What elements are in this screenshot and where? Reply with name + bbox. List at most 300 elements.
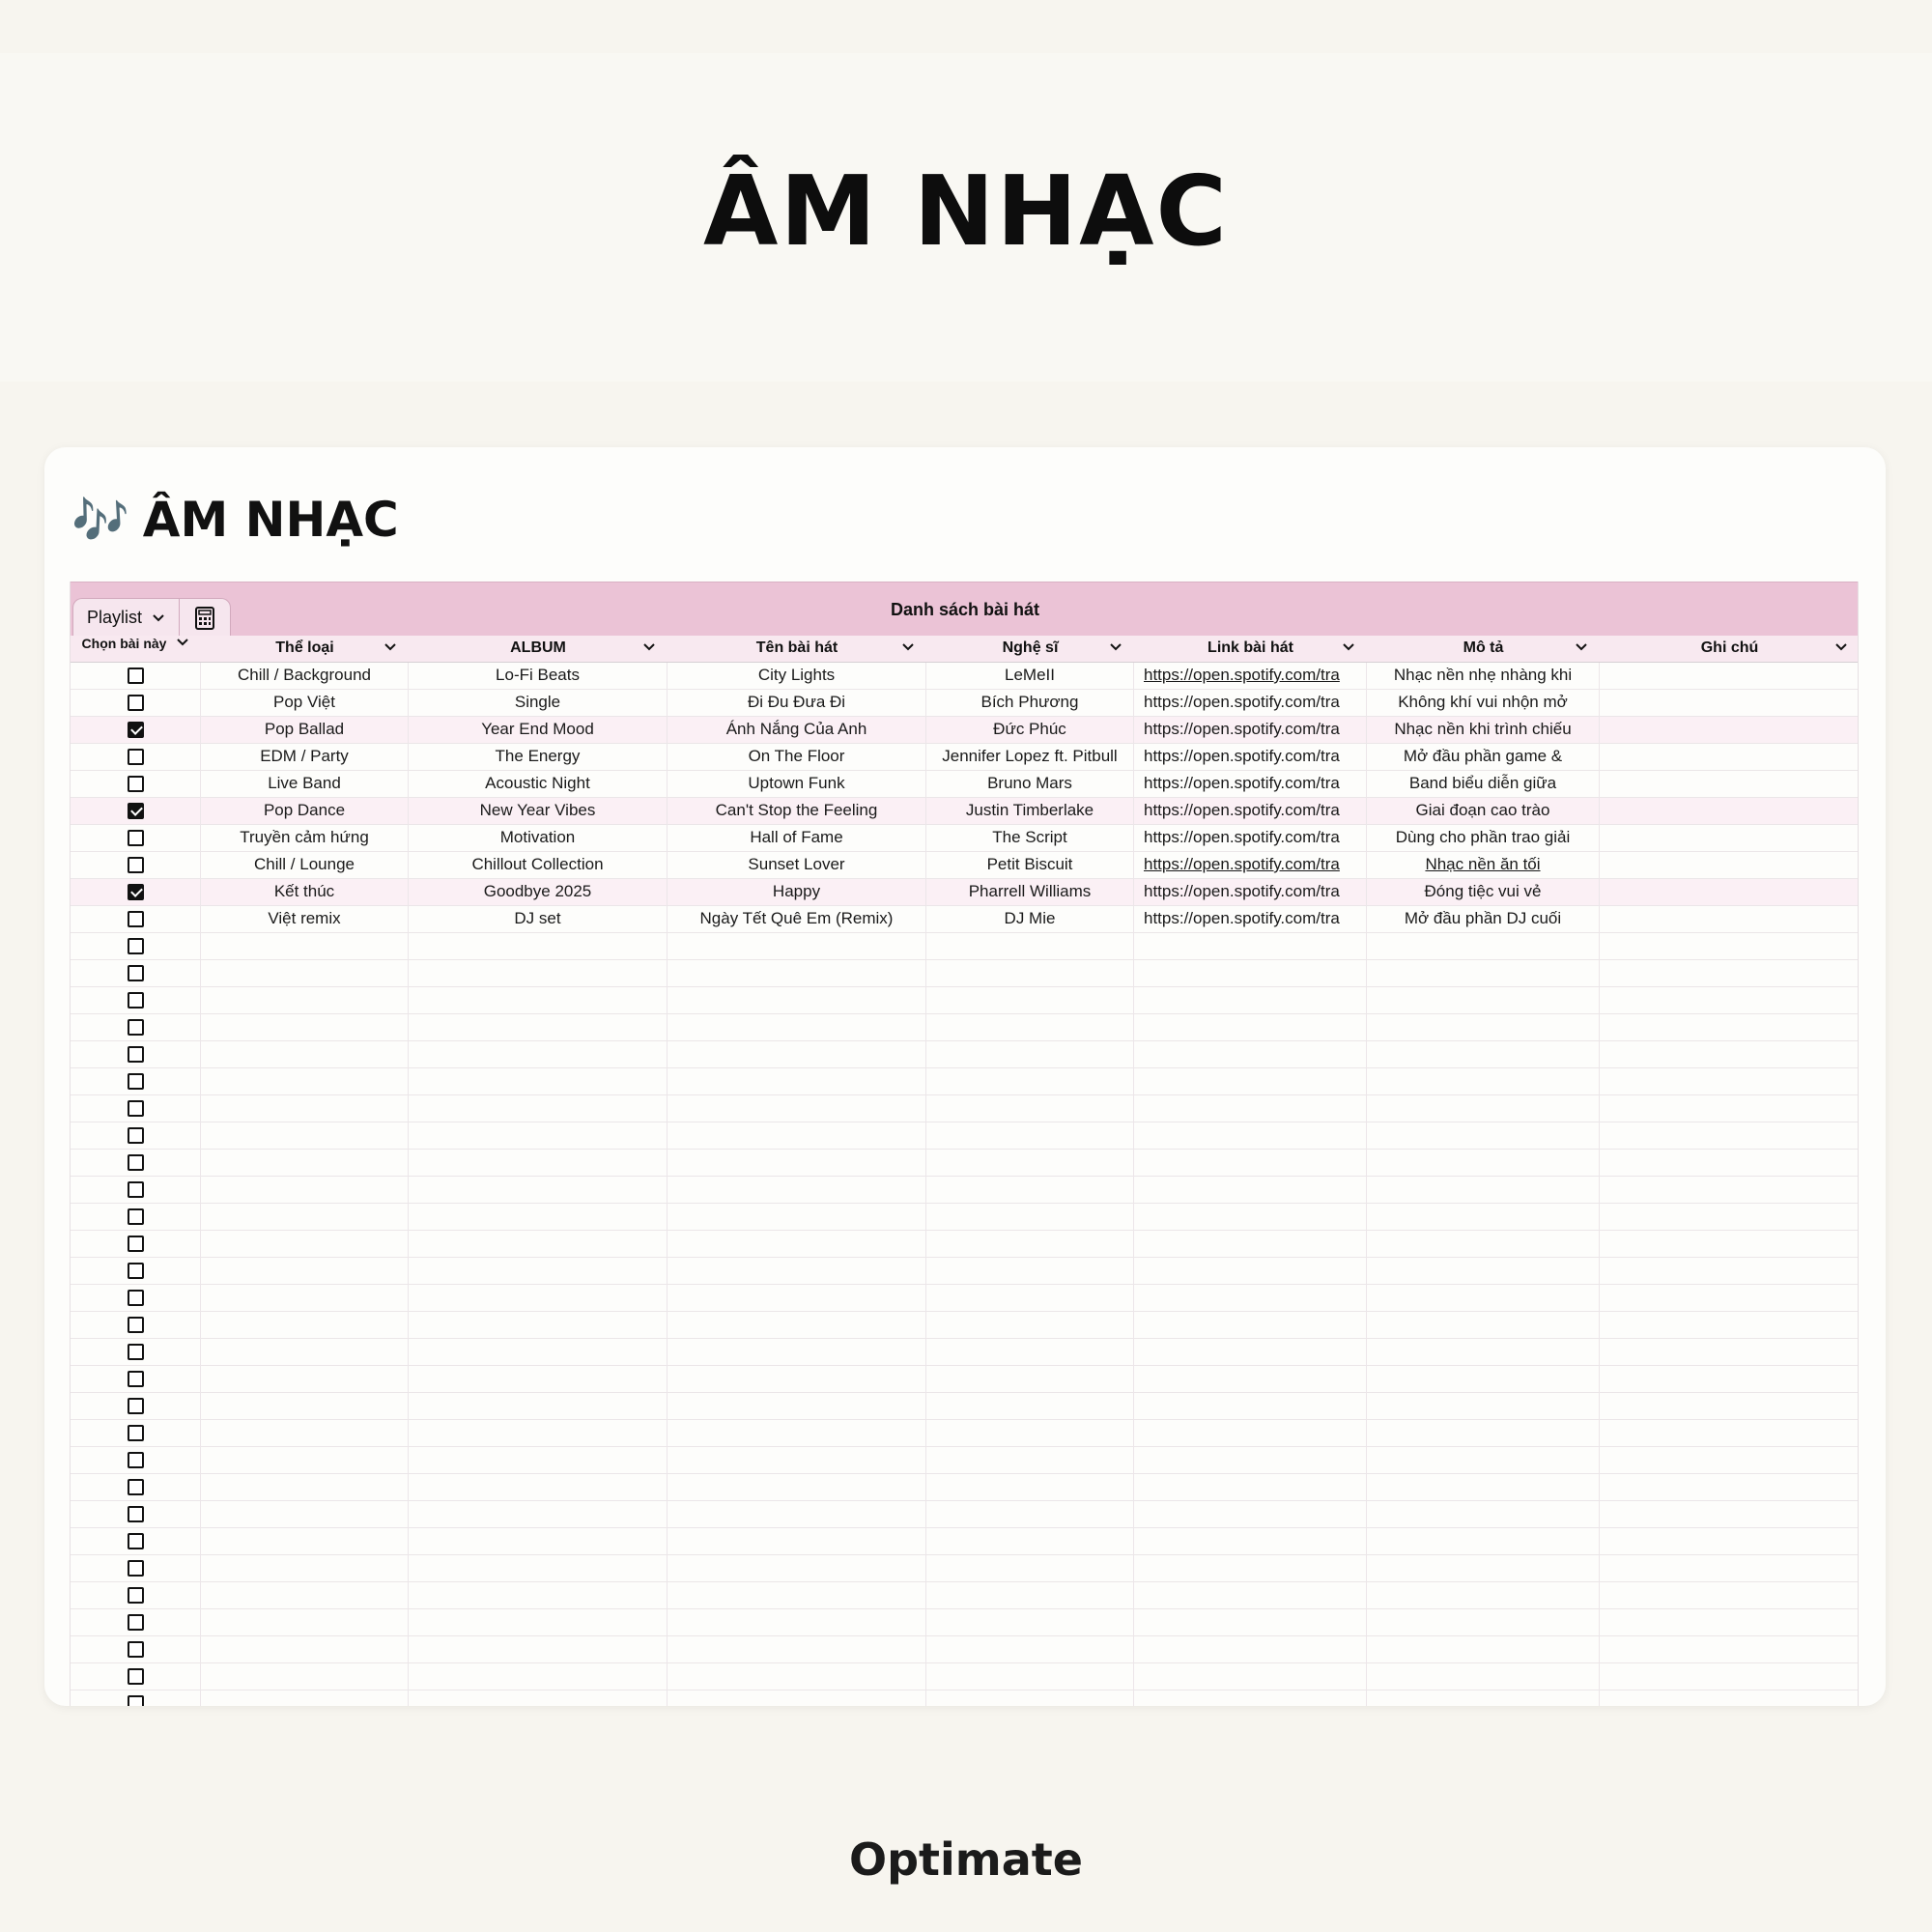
empty-cell[interactable] <box>926 1177 1134 1204</box>
empty-cell[interactable] <box>201 1663 409 1690</box>
select-cell[interactable] <box>71 1501 201 1528</box>
note-cell[interactable] <box>1600 825 1859 852</box>
empty-cell[interactable] <box>1367 1636 1600 1663</box>
empty-cell[interactable] <box>1134 1204 1367 1231</box>
empty-cell[interactable] <box>201 1393 409 1420</box>
song-cell[interactable]: Happy <box>668 879 926 906</box>
empty-cell[interactable] <box>1134 1312 1367 1339</box>
empty-cell[interactable] <box>409 1366 668 1393</box>
empty-cell[interactable] <box>1600 933 1859 960</box>
empty-cell[interactable] <box>668 1663 926 1690</box>
empty-cell[interactable] <box>1600 1528 1859 1555</box>
empty-cell[interactable] <box>926 1447 1134 1474</box>
select-cell[interactable] <box>71 1393 201 1420</box>
empty-cell[interactable] <box>1367 1420 1600 1447</box>
empty-cell[interactable] <box>926 1231 1134 1258</box>
row-checkbox[interactable] <box>128 1533 144 1549</box>
empty-cell[interactable] <box>1134 1501 1367 1528</box>
empty-cell[interactable] <box>1367 1285 1600 1312</box>
empty-cell[interactable] <box>926 1041 1134 1068</box>
column-header-album[interactable] <box>409 636 668 663</box>
empty-cell[interactable] <box>926 1582 1134 1609</box>
empty-cell[interactable] <box>409 1041 668 1068</box>
row-checkbox[interactable] <box>128 695 144 711</box>
empty-cell[interactable] <box>201 1258 409 1285</box>
empty-cell[interactable] <box>668 1339 926 1366</box>
select-cell[interactable] <box>71 1231 201 1258</box>
artist-cell[interactable]: The Script <box>926 825 1134 852</box>
row-checkbox[interactable] <box>128 1073 144 1090</box>
artist-cell[interactable]: Petit Biscuit <box>926 852 1134 879</box>
empty-cell[interactable] <box>409 1609 668 1636</box>
empty-cell[interactable] <box>668 1474 926 1501</box>
description-cell[interactable]: Mở đầu phần game & <box>1367 744 1600 771</box>
empty-cell[interactable] <box>201 1312 409 1339</box>
row-checkbox[interactable] <box>128 1317 144 1333</box>
row-checkbox[interactable] <box>128 830 144 846</box>
empty-cell[interactable] <box>1134 1582 1367 1609</box>
empty-cell[interactable] <box>201 1231 409 1258</box>
row-checkbox[interactable] <box>128 1452 144 1468</box>
empty-cell[interactable] <box>409 1690 668 1706</box>
empty-cell[interactable] <box>1600 1177 1859 1204</box>
empty-cell[interactable] <box>201 1474 409 1501</box>
song-cell[interactable]: Can't Stop the Feeling <box>668 798 926 825</box>
empty-cell[interactable] <box>1134 1258 1367 1285</box>
empty-cell[interactable] <box>409 1258 668 1285</box>
empty-cell[interactable] <box>668 1393 926 1420</box>
album-cell[interactable]: Single <box>409 690 668 717</box>
column-header-select[interactable] <box>71 636 201 663</box>
empty-cell[interactable] <box>1600 1636 1859 1663</box>
row-checkbox[interactable] <box>128 1154 144 1171</box>
empty-cell[interactable] <box>1367 1447 1600 1474</box>
empty-cell[interactable] <box>409 1447 668 1474</box>
description-cell[interactable]: Dùng cho phần trao giải <box>1367 825 1600 852</box>
note-cell[interactable] <box>1600 798 1859 825</box>
link-cell[interactable]: https://open.spotify.com/tra <box>1134 879 1367 906</box>
empty-cell[interactable] <box>1367 1150 1600 1177</box>
artist-cell[interactable]: DJ Mie <box>926 906 1134 933</box>
empty-cell[interactable] <box>1600 1014 1859 1041</box>
empty-cell[interactable] <box>201 1582 409 1609</box>
empty-cell[interactable] <box>668 1258 926 1285</box>
empty-cell[interactable] <box>926 1528 1134 1555</box>
description-cell[interactable]: Mở đầu phần DJ cuối <box>1367 906 1600 933</box>
empty-cell[interactable] <box>1367 1609 1600 1636</box>
empty-cell[interactable] <box>1367 1393 1600 1420</box>
empty-cell[interactable] <box>201 933 409 960</box>
empty-cell[interactable] <box>1134 1285 1367 1312</box>
select-cell[interactable] <box>71 1285 201 1312</box>
empty-cell[interactable] <box>668 1312 926 1339</box>
song-cell[interactable]: Ngày Tết Quê Em (Remix) <box>668 906 926 933</box>
empty-cell[interactable] <box>668 1555 926 1582</box>
empty-cell[interactable] <box>668 1447 926 1474</box>
song-cell[interactable]: On The Floor <box>668 744 926 771</box>
empty-cell[interactable] <box>926 1501 1134 1528</box>
empty-cell[interactable] <box>201 1068 409 1095</box>
select-cell[interactable] <box>71 1528 201 1555</box>
empty-cell[interactable] <box>668 1041 926 1068</box>
empty-cell[interactable] <box>1134 1636 1367 1663</box>
artist-cell[interactable]: Bích Phương <box>926 690 1134 717</box>
empty-cell[interactable] <box>926 1014 1134 1041</box>
empty-cell[interactable] <box>1367 1555 1600 1582</box>
empty-cell[interactable] <box>668 1150 926 1177</box>
empty-cell[interactable] <box>1600 1041 1859 1068</box>
empty-cell[interactable] <box>668 1690 926 1706</box>
empty-cell[interactable] <box>926 1609 1134 1636</box>
empty-cell[interactable] <box>1134 1447 1367 1474</box>
empty-cell[interactable] <box>926 1150 1134 1177</box>
empty-cell[interactable] <box>1367 1231 1600 1258</box>
empty-cell[interactable] <box>1134 1095 1367 1122</box>
empty-cell[interactable] <box>1367 1339 1600 1366</box>
empty-cell[interactable] <box>1134 1663 1367 1690</box>
empty-cell[interactable] <box>926 1690 1134 1706</box>
album-cell[interactable]: Chillout Collection <box>409 852 668 879</box>
link-cell[interactable]: https://open.spotify.com/tra <box>1134 663 1367 690</box>
empty-cell[interactable] <box>926 1420 1134 1447</box>
empty-cell[interactable] <box>1134 1041 1367 1068</box>
empty-cell[interactable] <box>409 987 668 1014</box>
empty-cell[interactable] <box>201 1690 409 1706</box>
empty-cell[interactable] <box>409 1177 668 1204</box>
row-checkbox[interactable] <box>128 1181 144 1198</box>
artist-cell[interactable]: Đức Phúc <box>926 717 1134 744</box>
empty-cell[interactable] <box>926 1095 1134 1122</box>
empty-cell[interactable] <box>409 1339 668 1366</box>
row-checkbox[interactable] <box>128 1371 144 1387</box>
empty-cell[interactable] <box>1367 1474 1600 1501</box>
empty-cell[interactable] <box>1134 1609 1367 1636</box>
empty-cell[interactable] <box>1367 933 1600 960</box>
empty-cell[interactable] <box>926 1204 1134 1231</box>
empty-cell[interactable] <box>1367 1501 1600 1528</box>
song-cell[interactable]: Sunset Lover <box>668 852 926 879</box>
select-cell[interactable] <box>71 1420 201 1447</box>
empty-cell[interactable] <box>409 1393 668 1420</box>
select-cell[interactable] <box>71 1204 201 1231</box>
empty-cell[interactable] <box>1134 987 1367 1014</box>
row-checkbox[interactable] <box>128 1425 144 1441</box>
link-cell[interactable]: https://open.spotify.com/tra <box>1134 690 1367 717</box>
empty-cell[interactable] <box>1134 1393 1367 1420</box>
empty-cell[interactable] <box>926 960 1134 987</box>
empty-cell[interactable] <box>1600 960 1859 987</box>
empty-cell[interactable] <box>409 1636 668 1663</box>
empty-cell[interactable] <box>1600 1339 1859 1366</box>
empty-cell[interactable] <box>409 1204 668 1231</box>
description-cell[interactable]: Nhạc nền khi trình chiếu <box>1367 717 1600 744</box>
empty-cell[interactable] <box>201 1420 409 1447</box>
row-checkbox[interactable] <box>128 1263 144 1279</box>
genre-cell[interactable]: Truyền cảm hứng <box>201 825 409 852</box>
empty-cell[interactable] <box>201 1204 409 1231</box>
album-cell[interactable]: New Year Vibes <box>409 798 668 825</box>
select-cell[interactable] <box>71 1366 201 1393</box>
empty-cell[interactable] <box>1600 1447 1859 1474</box>
empty-cell[interactable] <box>668 1068 926 1095</box>
empty-cell[interactable] <box>668 933 926 960</box>
empty-cell[interactable] <box>1134 1014 1367 1041</box>
row-checkbox[interactable] <box>128 1100 144 1117</box>
genre-cell[interactable]: Kết thúc <box>201 879 409 906</box>
empty-cell[interactable] <box>409 1312 668 1339</box>
empty-cell[interactable] <box>668 1122 926 1150</box>
row-checkbox[interactable] <box>128 1614 144 1631</box>
genre-cell[interactable]: Chill / Lounge <box>201 852 409 879</box>
empty-cell[interactable] <box>668 1582 926 1609</box>
row-checkbox[interactable] <box>128 1208 144 1225</box>
empty-cell[interactable] <box>926 1636 1134 1663</box>
empty-cell[interactable] <box>201 960 409 987</box>
row-checkbox[interactable] <box>128 722 144 738</box>
row-checkbox[interactable] <box>128 749 144 765</box>
empty-cell[interactable] <box>1367 1014 1600 1041</box>
empty-cell[interactable] <box>926 1366 1134 1393</box>
chevron-down-icon[interactable] <box>176 636 189 651</box>
column-header-song[interactable] <box>668 636 926 663</box>
select-cell[interactable] <box>71 933 201 960</box>
select-cell[interactable] <box>71 1068 201 1095</box>
select-cell[interactable] <box>71 1095 201 1122</box>
note-cell[interactable] <box>1600 744 1859 771</box>
empty-cell[interactable] <box>201 1339 409 1366</box>
empty-cell[interactable] <box>201 1122 409 1150</box>
empty-cell[interactable] <box>1367 1041 1600 1068</box>
note-cell[interactable] <box>1600 690 1859 717</box>
empty-cell[interactable] <box>1600 1285 1859 1312</box>
empty-cell[interactable] <box>1600 1095 1859 1122</box>
chevron-down-icon[interactable] <box>901 636 915 661</box>
empty-cell[interactable] <box>409 960 668 987</box>
description-cell[interactable]: Nhạc nền nhẹ nhàng khi <box>1367 663 1600 690</box>
chevron-down-icon[interactable] <box>1342 636 1355 661</box>
empty-cell[interactable] <box>926 1663 1134 1690</box>
description-cell[interactable]: Band biểu diễn giữa <box>1367 771 1600 798</box>
row-checkbox[interactable] <box>128 1587 144 1604</box>
select-cell[interactable] <box>71 1636 201 1663</box>
row-checkbox[interactable] <box>128 1398 144 1414</box>
empty-cell[interactable] <box>1600 1690 1859 1706</box>
empty-cell[interactable] <box>1367 1258 1600 1285</box>
row-checkbox[interactable] <box>128 1236 144 1252</box>
genre-cell[interactable]: Pop Ballad <box>201 717 409 744</box>
row-checkbox[interactable] <box>128 1506 144 1522</box>
empty-cell[interactable] <box>668 1285 926 1312</box>
select-cell[interactable] <box>71 1312 201 1339</box>
row-checkbox[interactable] <box>128 1641 144 1658</box>
song-cell[interactable]: Ánh Nắng Của Anh <box>668 717 926 744</box>
genre-cell[interactable]: Live Band <box>201 771 409 798</box>
empty-cell[interactable] <box>668 1014 926 1041</box>
song-cell[interactable]: Uptown Funk <box>668 771 926 798</box>
empty-cell[interactable] <box>409 1474 668 1501</box>
column-header-note[interactable] <box>1600 636 1859 663</box>
empty-cell[interactable] <box>409 1555 668 1582</box>
column-header-link[interactable] <box>1134 636 1367 663</box>
empty-cell[interactable] <box>1367 1095 1600 1122</box>
link-cell[interactable]: https://open.spotify.com/tra <box>1134 771 1367 798</box>
link-cell[interactable]: https://open.spotify.com/tra <box>1134 825 1367 852</box>
empty-cell[interactable] <box>1367 1528 1600 1555</box>
empty-cell[interactable] <box>1600 1204 1859 1231</box>
link-cell[interactable]: https://open.spotify.com/tra <box>1134 798 1367 825</box>
empty-cell[interactable] <box>1367 1582 1600 1609</box>
select-cell[interactable] <box>71 1177 201 1204</box>
empty-cell[interactable] <box>201 1150 409 1177</box>
empty-cell[interactable] <box>409 1285 668 1312</box>
empty-cell[interactable] <box>926 1068 1134 1095</box>
empty-cell[interactable] <box>926 1474 1134 1501</box>
empty-cell[interactable] <box>409 1150 668 1177</box>
row-checkbox[interactable] <box>128 884 144 900</box>
row-checkbox[interactable] <box>128 911 144 927</box>
empty-cell[interactable] <box>926 1339 1134 1366</box>
select-cell[interactable] <box>71 960 201 987</box>
row-checkbox[interactable] <box>128 1344 144 1360</box>
select-cell[interactable] <box>71 1339 201 1366</box>
album-cell[interactable]: Goodbye 2025 <box>409 879 668 906</box>
empty-cell[interactable] <box>409 1420 668 1447</box>
empty-cell[interactable] <box>1600 1609 1859 1636</box>
select-cell[interactable] <box>71 1447 201 1474</box>
empty-cell[interactable] <box>668 1095 926 1122</box>
empty-cell[interactable] <box>1600 987 1859 1014</box>
row-checkbox[interactable] <box>128 965 144 981</box>
album-cell[interactable]: Year End Mood <box>409 717 668 744</box>
empty-cell[interactable] <box>409 1231 668 1258</box>
empty-cell[interactable] <box>926 1285 1134 1312</box>
empty-cell[interactable] <box>1134 933 1367 960</box>
description-cell[interactable]: Giai đoạn cao trào <box>1367 798 1600 825</box>
album-cell[interactable]: The Energy <box>409 744 668 771</box>
empty-cell[interactable] <box>926 933 1134 960</box>
empty-cell[interactable] <box>201 1636 409 1663</box>
row-checkbox[interactable] <box>128 1127 144 1144</box>
empty-cell[interactable] <box>201 1447 409 1474</box>
row-checkbox[interactable] <box>128 1695 144 1706</box>
empty-cell[interactable] <box>1600 1231 1859 1258</box>
artist-cell[interactable]: Bruno Mars <box>926 771 1134 798</box>
empty-cell[interactable] <box>1367 1366 1600 1393</box>
link-cell[interactable]: https://open.spotify.com/tra <box>1134 906 1367 933</box>
chevron-down-icon[interactable] <box>384 636 397 661</box>
empty-cell[interactable] <box>1600 1663 1859 1690</box>
empty-cell[interactable] <box>668 960 926 987</box>
empty-cell[interactable] <box>1600 1501 1859 1528</box>
empty-cell[interactable] <box>1367 1663 1600 1690</box>
select-cell[interactable] <box>71 1014 201 1041</box>
empty-cell[interactable] <box>1600 1555 1859 1582</box>
link-cell[interactable]: https://open.spotify.com/tra <box>1134 744 1367 771</box>
empty-cell[interactable] <box>668 1609 926 1636</box>
link-cell[interactable]: https://open.spotify.com/tra <box>1134 717 1367 744</box>
empty-cell[interactable] <box>668 1528 926 1555</box>
empty-cell[interactable] <box>201 1041 409 1068</box>
empty-cell[interactable] <box>1600 1420 1859 1447</box>
empty-cell[interactable] <box>1134 1690 1367 1706</box>
empty-cell[interactable] <box>1134 1068 1367 1095</box>
select-cell[interactable] <box>71 1609 201 1636</box>
empty-cell[interactable] <box>1600 1366 1859 1393</box>
column-header-description[interactable] <box>1367 636 1600 663</box>
artist-cell[interactable]: LeMeII <box>926 663 1134 690</box>
empty-cell[interactable] <box>926 1312 1134 1339</box>
row-checkbox[interactable] <box>128 668 144 684</box>
chevron-down-icon[interactable] <box>642 636 656 661</box>
song-cell[interactable]: Hall of Fame <box>668 825 926 852</box>
empty-cell[interactable] <box>409 1663 668 1690</box>
row-checkbox[interactable] <box>128 992 144 1009</box>
note-cell[interactable] <box>1600 771 1859 798</box>
empty-cell[interactable] <box>1367 1068 1600 1095</box>
empty-cell[interactable] <box>1600 1393 1859 1420</box>
select-cell[interactable] <box>71 1690 201 1706</box>
empty-cell[interactable] <box>201 1366 409 1393</box>
empty-cell[interactable] <box>1600 1258 1859 1285</box>
select-cell[interactable] <box>71 1150 201 1177</box>
empty-cell[interactable] <box>201 987 409 1014</box>
album-cell[interactable]: Acoustic Night <box>409 771 668 798</box>
empty-cell[interactable] <box>1367 1690 1600 1706</box>
description-cell[interactable]: Không khí vui nhộn mở <box>1367 690 1600 717</box>
note-cell[interactable] <box>1600 852 1859 879</box>
note-cell[interactable] <box>1600 879 1859 906</box>
note-cell[interactable] <box>1600 906 1859 933</box>
row-checkbox[interactable] <box>128 857 144 873</box>
genre-cell[interactable]: EDM / Party <box>201 744 409 771</box>
album-cell[interactable]: Motivation <box>409 825 668 852</box>
empty-cell[interactable] <box>201 1177 409 1204</box>
row-checkbox[interactable] <box>128 1668 144 1685</box>
genre-cell[interactable]: Việt remix <box>201 906 409 933</box>
view-tab-playlist[interactable] <box>73 599 180 637</box>
empty-cell[interactable] <box>1134 960 1367 987</box>
empty-cell[interactable] <box>1367 960 1600 987</box>
empty-cell[interactable] <box>201 1285 409 1312</box>
empty-cell[interactable] <box>1134 1122 1367 1150</box>
select-cell[interactable] <box>71 1663 201 1690</box>
artist-cell[interactable]: Jennifer Lopez ft. Pitbull <box>926 744 1134 771</box>
empty-cell[interactable] <box>409 1582 668 1609</box>
empty-cell[interactable] <box>409 1122 668 1150</box>
chevron-down-icon[interactable] <box>1834 636 1848 661</box>
select-cell[interactable] <box>71 1582 201 1609</box>
row-checkbox[interactable] <box>128 1046 144 1063</box>
empty-cell[interactable] <box>409 1501 668 1528</box>
row-checkbox[interactable] <box>128 776 144 792</box>
empty-cell[interactable] <box>668 1501 926 1528</box>
description-cell[interactable]: Nhạc nền ăn tối <box>1367 852 1600 879</box>
genre-cell[interactable]: Chill / Background <box>201 663 409 690</box>
select-cell[interactable] <box>71 1041 201 1068</box>
note-cell[interactable] <box>1600 663 1859 690</box>
select-cell[interactable] <box>71 987 201 1014</box>
note-cell[interactable] <box>1600 717 1859 744</box>
select-cell[interactable] <box>71 1122 201 1150</box>
empty-cell[interactable] <box>926 1555 1134 1582</box>
empty-cell[interactable] <box>1600 1312 1859 1339</box>
empty-cell[interactable] <box>1600 1150 1859 1177</box>
empty-cell[interactable] <box>926 1258 1134 1285</box>
column-header-genre[interactable] <box>201 636 409 663</box>
link-cell[interactable]: https://open.spotify.com/tra <box>1134 852 1367 879</box>
empty-cell[interactable] <box>201 1014 409 1041</box>
empty-cell[interactable] <box>409 1528 668 1555</box>
